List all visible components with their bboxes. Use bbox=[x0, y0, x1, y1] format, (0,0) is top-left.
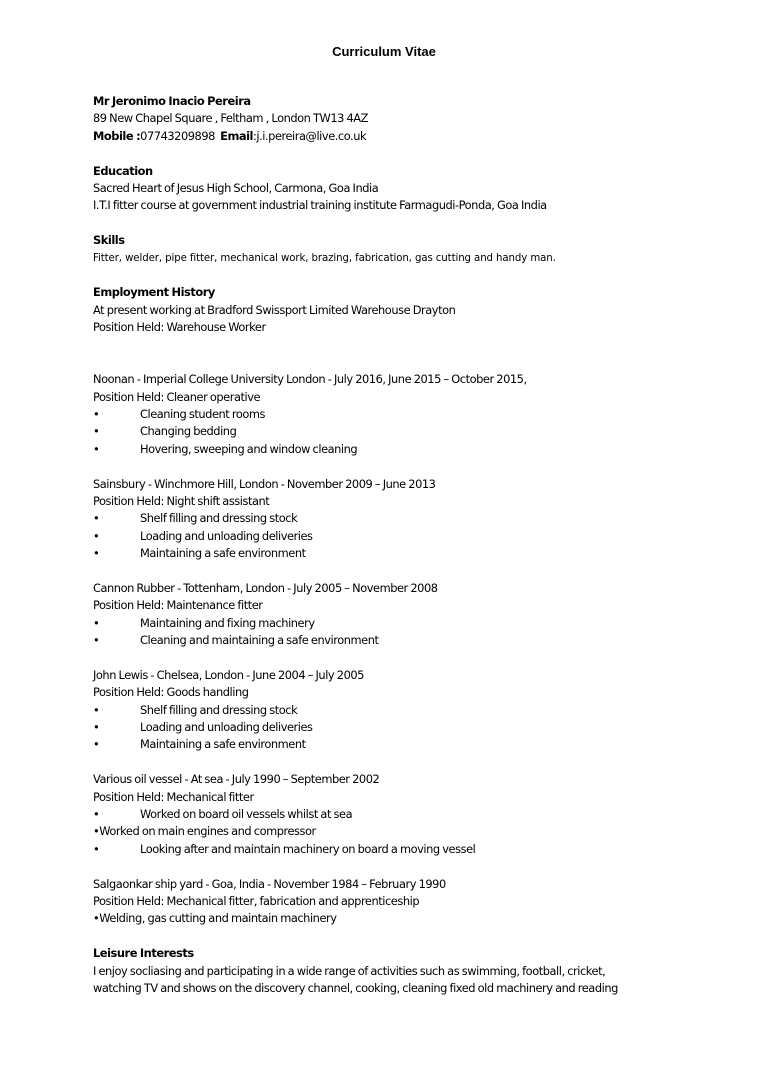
current-job: At present working at Bradford Swissport Limited Warehouse Drayton bbox=[93, 302, 456, 317]
person-address: 89 New Chapel Square , Feltham , London TW13 4AZ bbox=[93, 111, 368, 126]
education-line: Sacred Heart of Jesus High School, Carmona, Goa India bbox=[93, 180, 379, 195]
current-position: Position Held: Warehouse Worker bbox=[93, 320, 266, 335]
job-title: Salgaonkar ship yard - Goa, India - November 1984 – February 1990 bbox=[93, 876, 446, 891]
job-title: Noonan - Imperial College University London - July 2016, June 2015 – October 2015, bbox=[93, 372, 527, 387]
mobile-label: Mobile : bbox=[93, 128, 141, 143]
bullet: • bbox=[93, 407, 100, 422]
bullet: • bbox=[93, 511, 100, 526]
job-title: Sainsbury - Winchmore Hill, London - November 2009 – June 2013 bbox=[93, 476, 436, 491]
bullet: • bbox=[93, 424, 100, 439]
job-position: Position Held: Cleaner operative bbox=[93, 389, 261, 404]
bullet: • bbox=[93, 441, 100, 456]
leisure-line: I enjoy socliasing and participating in a wide range of activities such as swimming, football, cricket, bbox=[93, 963, 606, 978]
list-item: • Shelf filling and dressing stock bbox=[93, 702, 693, 719]
bullet: • bbox=[93, 528, 100, 543]
job-position: Position Held: Mechanical fitter bbox=[93, 789, 254, 804]
email-address: :j.i.pereira@live.co.uk bbox=[253, 128, 367, 143]
job-position: Position Held: Goods handling bbox=[93, 685, 249, 700]
employment-heading: Employment History bbox=[93, 285, 215, 300]
list-item: •Welding, gas cutting and maintain machinery bbox=[93, 911, 337, 926]
email-label: Email bbox=[220, 128, 254, 143]
list-item: • Maintaining a safe environment bbox=[93, 736, 693, 753]
bullet: • bbox=[93, 546, 100, 561]
job-position: Position Held: Maintenance fitter bbox=[93, 598, 263, 613]
bullet: • bbox=[93, 633, 100, 648]
skills-heading: Skills bbox=[93, 233, 125, 248]
mobile-number: 07743209898 bbox=[140, 128, 215, 143]
job-title: John Lewis - Chelsea, London - June 2004 – July 2005 bbox=[93, 667, 364, 682]
list-item: • Cleaning student rooms bbox=[93, 406, 693, 423]
document-title: Curriculum Vitae bbox=[332, 44, 436, 59]
bullet: • bbox=[93, 737, 100, 752]
job-position: Position Held: Mechanical fitter, fabrication and apprenticeship bbox=[93, 893, 420, 908]
leisure-line: watching TV and shows on the discovery channel, cooking, cleaning fixed old machinery and reading bbox=[93, 980, 618, 995]
list-item: • Maintaining a safe environment bbox=[93, 545, 693, 562]
education-heading: Education bbox=[93, 163, 153, 178]
bullet: • bbox=[93, 807, 100, 822]
contact-line bbox=[93, 128, 693, 145]
education-line: I.T.I fitter course at government industrial training institute Farmagudi-Ponda, Goa India bbox=[93, 198, 547, 213]
list-item: • Changing bedding bbox=[93, 423, 693, 440]
bullet: • bbox=[93, 615, 100, 630]
list-item: • Maintaining and fixing machinery bbox=[93, 615, 693, 632]
list-item: • Loading and unloading deliveries bbox=[93, 528, 693, 545]
leisure-heading: Leisure Interests bbox=[93, 946, 194, 961]
job-title: Cannon Rubber - Tottenham, London - July 2005 – November 2008 bbox=[93, 580, 438, 595]
person-name: Mr Jeronimo Inacio Pereira bbox=[93, 94, 251, 108]
skills-text: Fitter, welder, pipe fitter, mechanical work, brazing, fabrication, gas cutting and handy man. bbox=[93, 252, 556, 264]
list-item: •Worked on main engines and compressor bbox=[93, 824, 316, 839]
list-item: • Looking after and maintain machinery on board a moving vessel bbox=[93, 841, 693, 858]
list-item: • Loading and unloading deliveries bbox=[93, 719, 693, 736]
job-title: Various oil vessel - At sea - July 1990 – September 2002 bbox=[93, 772, 380, 787]
bullet: • bbox=[93, 720, 100, 735]
list-item: • Cleaning and maintaining a safe environment bbox=[93, 632, 693, 649]
list-item: • Hovering, sweeping and window cleaning bbox=[93, 441, 693, 458]
list-item: • Shelf filling and dressing stock bbox=[93, 510, 693, 527]
cv-content bbox=[93, 93, 693, 997]
job-position: Position Held: Night shift assistant bbox=[93, 494, 270, 508]
bullet: • bbox=[93, 702, 100, 717]
list-item: • Worked on board oil vessels whilst at sea bbox=[93, 806, 693, 823]
bullet: • bbox=[93, 841, 100, 856]
